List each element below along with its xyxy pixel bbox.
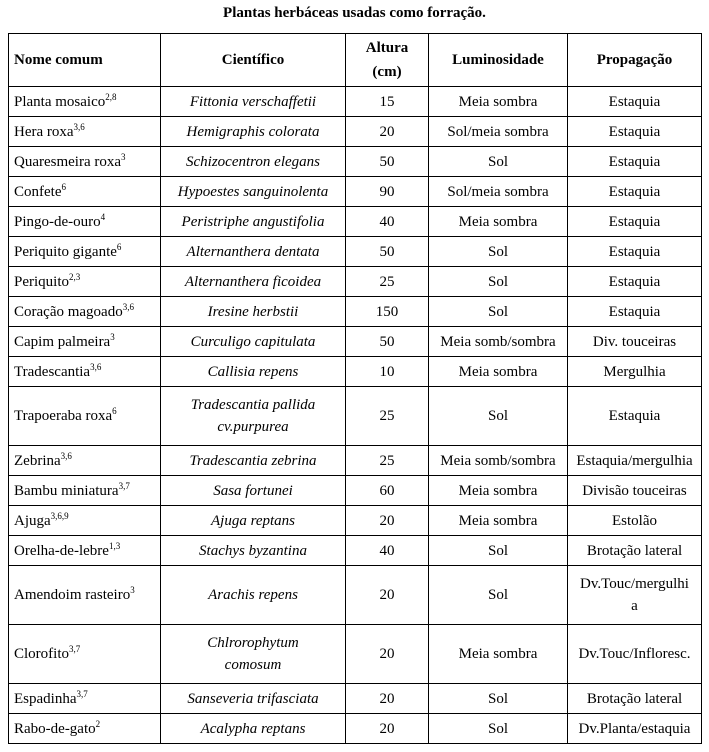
cell-nome-comum xyxy=(9,476,161,506)
cell-luminosidade: Sol xyxy=(429,536,568,566)
cell-luminosidade: Meia somb/sombra xyxy=(429,446,568,476)
cell-altura: 20 xyxy=(346,684,429,714)
cell-propagacao: Estaquia xyxy=(568,147,702,177)
cell-propagacao: Estaquia xyxy=(568,207,702,237)
cell-luminosidade: Sol/meia sombra xyxy=(429,117,568,147)
reference-superscript: 3,7 xyxy=(69,644,81,654)
cell-cientifico: Schizocentron elegans xyxy=(161,147,346,177)
cell-cientifico: Stachys byzantina xyxy=(161,536,346,566)
cell-nome-comum xyxy=(9,117,161,147)
cell-propagacao: Estaquia xyxy=(568,297,702,327)
cell-luminosidade: Sol/meia sombra xyxy=(429,177,568,207)
cell-nome-comum xyxy=(9,357,161,387)
reference-superscript: 3,6 xyxy=(122,301,134,312)
cell-luminosidade: Sol xyxy=(429,147,568,177)
table-row xyxy=(9,536,702,566)
cell-altura: 20 xyxy=(346,566,429,625)
cell-propagacao: Estolão xyxy=(568,506,702,536)
cell-propagacao: Estaquia xyxy=(568,387,702,446)
cell-luminosidade: Meia somb/sombra xyxy=(429,327,568,357)
cientifico-line2: comosum xyxy=(224,657,282,673)
cell-luminosidade: Meia sombra xyxy=(429,87,568,117)
nome-comum-text: Espadinha xyxy=(14,690,77,707)
cell-luminosidade: Meia sombra xyxy=(429,506,568,536)
table-row xyxy=(9,207,702,237)
table-row xyxy=(9,714,702,744)
cell-propagacao: Estaquia/mergulhia xyxy=(568,446,702,476)
reference-superscript: 3,6 xyxy=(60,450,72,461)
cell-nome-comum xyxy=(9,506,161,536)
cell-altura: 15 xyxy=(346,87,429,117)
table-row xyxy=(9,297,702,327)
nome-comum-text: Periquito xyxy=(14,273,69,290)
reference-superscript: 2,3 xyxy=(69,271,81,282)
cell-luminosidade: Sol xyxy=(429,684,568,714)
reference-superscript: 1,3 xyxy=(108,540,121,551)
cell-propagacao: Brotação lateral xyxy=(568,684,702,714)
cell-nome-comum xyxy=(9,327,161,357)
cell-cientifico: Acalypha reptans xyxy=(161,714,346,744)
nome-comum-text: Ajuga xyxy=(14,512,51,529)
reference-superscript: 6 xyxy=(112,406,117,416)
cell-altura: 20 xyxy=(346,117,429,147)
cell-cientifico: Hemigraphis colorata xyxy=(161,117,346,147)
table-row xyxy=(9,625,702,684)
nome-comum-text: Amendoim rasteiro xyxy=(14,587,131,603)
cell-nome-comum xyxy=(9,566,161,625)
nome-comum-text: Trapoeraba roxa xyxy=(14,408,113,424)
cell-propagacao: Mergulhia xyxy=(568,357,702,387)
reference-superscript: 3,7 xyxy=(76,688,88,699)
cell-nome-comum xyxy=(9,625,161,684)
cell-altura: 50 xyxy=(346,147,429,177)
cell-nome-comum xyxy=(9,177,161,207)
table-row xyxy=(9,387,702,446)
table-row xyxy=(9,117,702,147)
reference-superscript: 3 xyxy=(130,585,135,595)
nome-comum-text: Capim palmeira xyxy=(14,333,111,350)
cell-propagacao: Estaquia xyxy=(568,267,702,297)
cell-nome-comum xyxy=(9,147,161,177)
table-row xyxy=(9,566,702,625)
reference-superscript: 6 xyxy=(61,181,66,192)
header-cientifico: Científico xyxy=(161,34,346,87)
cell-luminosidade: Sol xyxy=(429,267,568,297)
reference-superscript: 3 xyxy=(110,331,115,342)
nome-comum-text: Tradescantia xyxy=(14,363,91,380)
table-body xyxy=(9,87,702,744)
table-row xyxy=(9,267,702,297)
nome-comum-text: Zebrina xyxy=(14,452,61,469)
cell-luminosidade: Sol xyxy=(429,237,568,267)
cell-cientifico: Callisia repens xyxy=(161,357,346,387)
nome-comum-text: Orelha-de-lebre xyxy=(14,542,109,559)
reference-superscript: 2,8 xyxy=(105,91,117,102)
nome-comum-text: Periquito gigante xyxy=(14,243,117,260)
nome-comum-text: Rabo-de-gato xyxy=(14,720,96,737)
cell-luminosidade: Meia sombra xyxy=(429,625,568,684)
table-row xyxy=(9,237,702,267)
cell-nome-comum xyxy=(9,267,161,297)
cell-nome-comum xyxy=(9,87,161,117)
cell-cientifico xyxy=(161,625,346,684)
cell-propagacao: Estaquia xyxy=(568,177,702,207)
cell-altura: 40 xyxy=(346,536,429,566)
cell-nome-comum xyxy=(9,297,161,327)
cell-nome-comum xyxy=(9,446,161,476)
cell-propagacao xyxy=(568,566,702,625)
cell-cientifico: Sasa fortunei xyxy=(161,476,346,506)
header-altura-line1: Altura xyxy=(365,40,409,56)
header-propagacao: Propagação xyxy=(568,34,702,87)
reference-superscript: 2 xyxy=(95,718,101,729)
propagacao-line1: Dv.Touc/mergulhi xyxy=(580,576,689,592)
cell-cientifico: Alternanthera dentata xyxy=(161,237,346,267)
cell-cientifico: Sanseveria trifasciata xyxy=(161,684,346,714)
reference-superscript: 3,7 xyxy=(118,480,130,491)
cell-propagacao: Estaquia xyxy=(568,87,702,117)
cell-altura: 25 xyxy=(346,267,429,297)
nome-comum-text: Pingo-de-ouro xyxy=(14,213,101,230)
cell-altura: 20 xyxy=(346,506,429,536)
header-nome-comum: Nome comum xyxy=(9,34,161,87)
cell-luminosidade: Sol xyxy=(429,566,568,625)
reference-superscript: 6 xyxy=(116,241,122,252)
cell-altura: 20 xyxy=(346,625,429,684)
reference-superscript: 3,6 xyxy=(90,361,102,372)
cell-cientifico xyxy=(161,387,346,446)
cell-nome-comum xyxy=(9,237,161,267)
cell-propagacao: Div. touceiras xyxy=(568,327,702,357)
cell-cientifico: Ajuga reptans xyxy=(161,506,346,536)
nome-comum-text: Confete xyxy=(14,183,62,200)
cell-altura: 40 xyxy=(346,207,429,237)
nome-comum-text: Quaresmeira roxa xyxy=(14,153,122,170)
nome-comum-text: Planta mosaico xyxy=(14,93,106,110)
nome-comum-text: Hera roxa xyxy=(14,123,74,140)
cell-luminosidade: Meia sombra xyxy=(429,357,568,387)
cell-altura: 60 xyxy=(346,476,429,506)
cell-nome-comum xyxy=(9,387,161,446)
cell-altura: 150 xyxy=(346,297,429,327)
cell-propagacao: Divisão touceiras xyxy=(568,476,702,506)
table-row xyxy=(9,684,702,714)
cell-propagacao: Brotação lateral xyxy=(568,536,702,566)
cientifico-line1: Tradescantia pallida xyxy=(190,397,316,413)
cell-propagacao: Dv.Touc/Infloresc. xyxy=(568,625,702,684)
header-luminosidade: Luminosidade xyxy=(429,34,568,87)
cell-cientifico: Fittonia verschaffetii xyxy=(161,87,346,117)
cell-altura: 20 xyxy=(346,714,429,744)
cell-altura: 50 xyxy=(346,327,429,357)
cell-nome-comum xyxy=(9,536,161,566)
cell-propagacao: Estaquia xyxy=(568,237,702,267)
cell-altura: 25 xyxy=(346,446,429,476)
cell-altura: 25 xyxy=(346,387,429,446)
cell-cientifico: Iresine herbstii xyxy=(161,297,346,327)
table-row xyxy=(9,147,702,177)
propagacao-line2: a xyxy=(631,598,638,614)
nome-comum-text: Bambu miniatura xyxy=(14,482,119,499)
cell-cientifico: Peristriphe angustifolia xyxy=(161,207,346,237)
table-row xyxy=(9,506,702,536)
cientifico-line2: cv.purpurea xyxy=(217,419,289,435)
header-altura-line2: (cm) xyxy=(372,64,402,80)
cell-propagacao: Dv.Planta/estaquia xyxy=(568,714,702,744)
nome-comum-text: Coração magoado xyxy=(14,303,123,320)
cell-nome-comum xyxy=(9,714,161,744)
table-caption: Plantas herbáceas usadas como forração. xyxy=(223,5,486,21)
table-row xyxy=(9,177,702,207)
cell-luminosidade: Sol xyxy=(429,297,568,327)
nome-comum-text: Clorofito xyxy=(14,646,69,662)
plants-table xyxy=(8,33,702,744)
table-row xyxy=(9,446,702,476)
cell-luminosidade: Sol xyxy=(429,387,568,446)
cell-altura: 90 xyxy=(346,177,429,207)
cell-cientifico: Tradescantia zebrina xyxy=(161,446,346,476)
cientifico-line1: Chlrorophytum xyxy=(207,635,299,651)
reference-superscript: 4 xyxy=(100,211,106,222)
table-row xyxy=(9,327,702,357)
cell-altura: 10 xyxy=(346,357,429,387)
cell-cientifico: Arachis repens xyxy=(161,566,346,625)
cell-luminosidade: Sol xyxy=(429,714,568,744)
cell-luminosidade: Meia sombra xyxy=(429,207,568,237)
reference-superscript: 3,6,9 xyxy=(50,510,69,521)
table-row xyxy=(9,357,702,387)
cell-cientifico: Alternanthera ficoidea xyxy=(161,267,346,297)
cell-nome-comum xyxy=(9,207,161,237)
cell-altura: 50 xyxy=(346,237,429,267)
cell-cientifico: Hypoestes sanguinolenta xyxy=(161,177,346,207)
reference-superscript: 3 xyxy=(121,151,126,162)
header-altura xyxy=(346,34,429,87)
cell-propagacao: Estaquia xyxy=(568,117,702,147)
cell-cientifico: Curculigo capitulata xyxy=(161,327,346,357)
table-row xyxy=(9,87,702,117)
table-row xyxy=(9,476,702,506)
reference-superscript: 3,6 xyxy=(73,121,85,132)
header-row xyxy=(9,34,702,87)
cell-luminosidade: Meia sombra xyxy=(429,476,568,506)
cell-nome-comum xyxy=(9,684,161,714)
